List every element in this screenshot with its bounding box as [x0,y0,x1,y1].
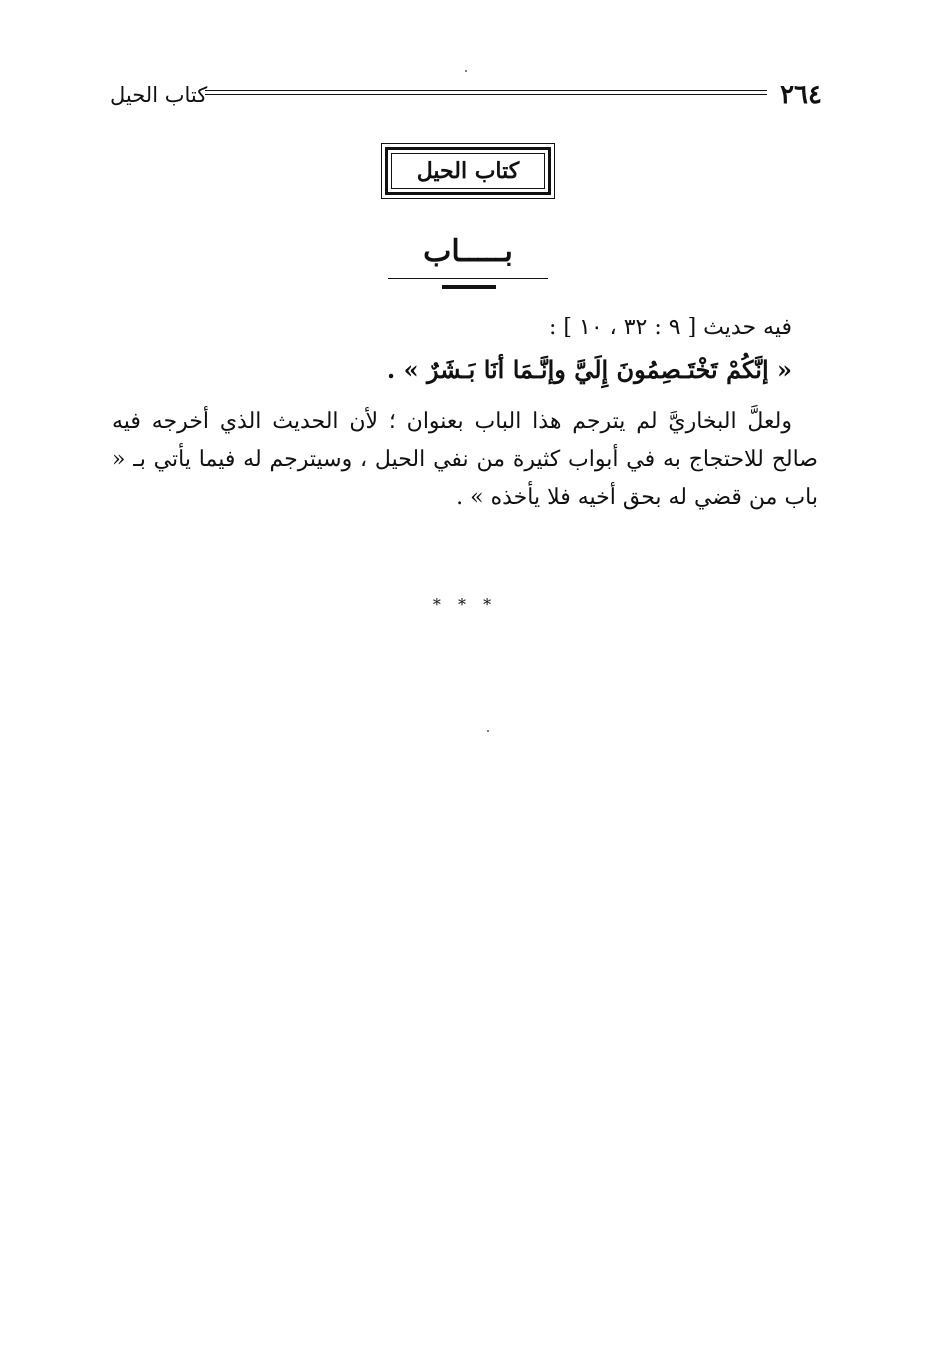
hadith-text: « إنَّكُمْ تَخْتَـصِمُونَ إِلَيَّ وإنَّـمَا أنَا بَـشَرٌ » . [386,355,792,384]
scan-speck [487,730,489,732]
book-title: كتاب الحيل [416,158,520,184]
hadith-reference: فيه حديث [ ٩ : ٣٢ ، ١٠ ] : [549,315,792,340]
running-title: كتاب الحيل [110,83,208,107]
chapter-underline-bar [442,285,496,289]
chapter-underline [388,278,548,279]
book-title-frame [381,143,555,199]
section-separator: * * * [432,595,498,614]
header-double-rule [205,90,767,95]
page-number: ٢٦٤ [780,80,822,110]
scan-speck [465,70,467,72]
commentary-paragraph: ولعلَّ البخاريَّ لم يترجم هذا الباب بعنوان ؛ لأن الحديث الذي أخرجه فيه صالح للاحتجاج به في أبواب كثيرة من نفي الحيل ، وسيترجم له فيما يأتي بـ « باب من قضي له بحق أخيه فلا يأخذه » . [112,409,818,510]
chapter-heading: بـــــاب [423,234,513,269]
